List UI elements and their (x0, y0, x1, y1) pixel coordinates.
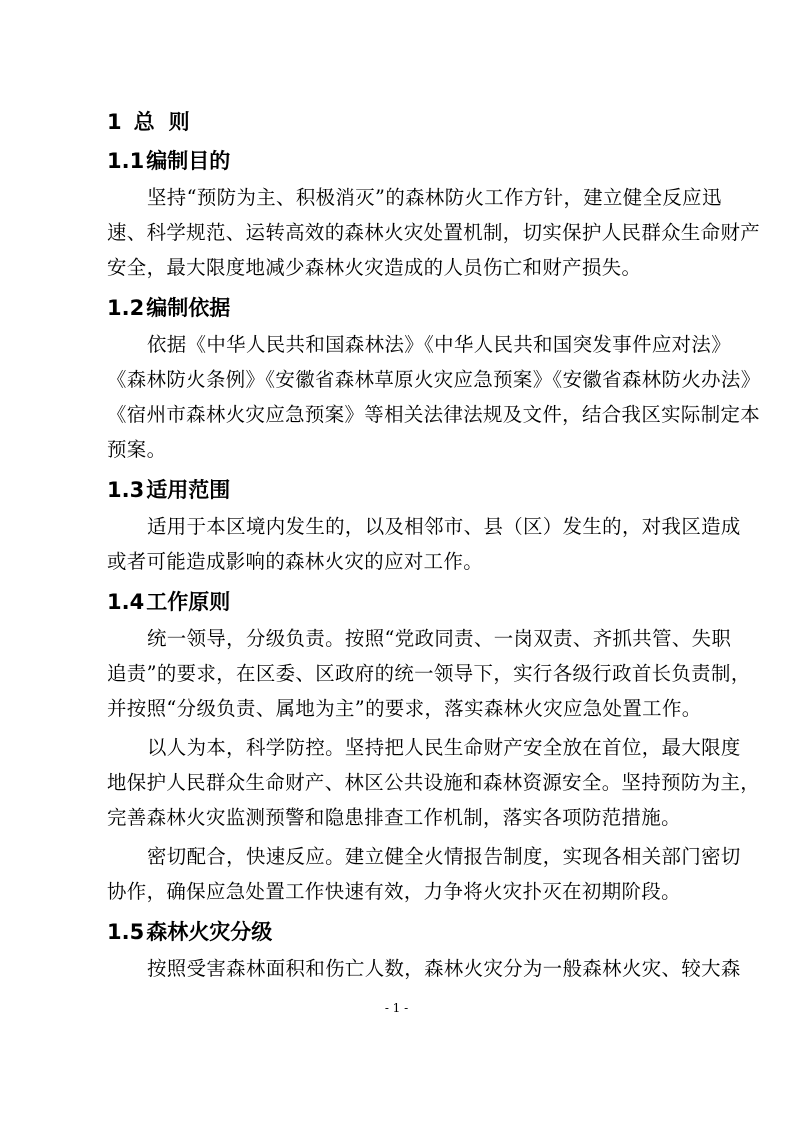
subsection-heading-1-1 (107, 142, 697, 180)
text-line: 适用于本区境内发生的，以及相邻市、县（区）发生的，对我区造成 (147, 515, 741, 538)
subsection-heading-1-2 (107, 289, 697, 327)
text-line: 协作，确保应急处置工作快速有效，力争将火灾扑灭在初期阶段。 (107, 880, 681, 903)
subsection-heading-1-3 (107, 471, 697, 509)
text-line: 并按照“分级负责、属地为主”的要求，落实森林火灾应急处置工作。 (107, 697, 702, 720)
text-line: 统一领导，分级负责。按照“党政同责、一岗双责、齐抓共管、失职 (147, 627, 732, 650)
text-line: 《森林防火条例》《安徽省森林草原火灾应急预案》《安徽省森林防火办法》 (107, 368, 761, 391)
text-line: 依据《中华人民共和国森林法》《中华人民共和国突发事件应对法》 (147, 333, 732, 356)
subsection-heading-1-5 (107, 913, 697, 951)
subsection-title: 编制目的 (146, 149, 231, 173)
text-line: 速、科学规范、运转高效的森林火灾处置机制，切实保护人民群众生命财产 (107, 221, 761, 244)
subsection-title: 适用范围 (146, 478, 231, 502)
section-heading-1 (107, 102, 697, 142)
subsection-title: 工作原则 (146, 590, 231, 614)
paragraph (107, 951, 741, 986)
text-line: 密切配合，快速反应。建立健全火情报告制度，实现各相关部门密切 (147, 845, 741, 868)
paragraph (107, 180, 761, 285)
paragraph (107, 839, 741, 909)
text-line: 追责”的要求，在区委、区政府的统一领导下，实行各级行政首长负责制， (107, 662, 751, 685)
text-line: 完善森林火灾监测预警和隐患排查工作机制，落实各项防范措施。 (107, 806, 681, 829)
subsection-number: 1.5 (107, 920, 145, 944)
section-number: 1 (107, 110, 122, 134)
text-line: 安全，最大限度地减少森林火灾造成的人员伤亡和财产损失。 (107, 256, 642, 279)
text-line: 预案。 (107, 438, 167, 461)
document-body (107, 102, 761, 986)
subsection-number: 1.2 (107, 296, 145, 320)
paragraph (107, 730, 761, 835)
page-number: - 1 - (384, 1001, 409, 1015)
text-line: 《宿州市森林火灾应急预案》等相关法律法规及文件，结合我区实际制定本 (107, 403, 761, 426)
subsection-number: 1.3 (107, 478, 145, 502)
section-title-part: 则 (168, 110, 190, 134)
text-line: 或者可能造成影响的森林火灾的应对工作。 (107, 550, 484, 573)
section-title-part: 总 (133, 110, 155, 134)
subsection-number: 1.4 (107, 590, 145, 614)
subsection-title: 森林火灾分级 (146, 920, 273, 944)
subsection-number: 1.1 (107, 149, 145, 173)
text-line: 以人为本，科学防控。坚持把人民生命财产安全放在首位，最大限度 (147, 736, 741, 759)
text-line: 按照受害森林面积和伤亡人数，森林火灾分为一般森林火灾、较大森 (147, 957, 741, 980)
paragraph (107, 327, 761, 467)
subsection-heading-1-4 (107, 583, 697, 621)
text-line: 地保护人民群众生命财产、林区公共设施和森林资源安全。坚持预防为主， (107, 771, 761, 794)
text-line: 坚持“预防为主、积极消灭”的森林防火工作方针，建立健全反应迅 (147, 186, 722, 209)
subsection-title: 编制依据 (146, 296, 231, 320)
paragraph (107, 621, 751, 726)
paragraph (107, 509, 741, 579)
